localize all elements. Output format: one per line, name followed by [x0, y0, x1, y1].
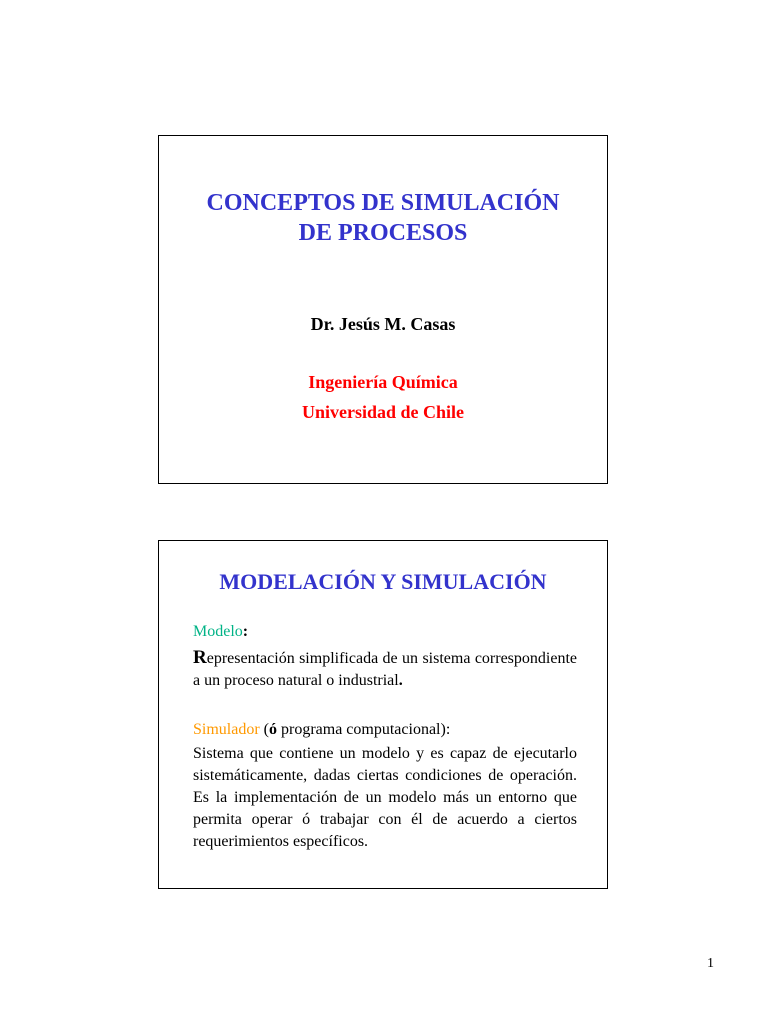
modelo-term — [193, 623, 248, 641]
slide-title — [158, 135, 608, 484]
slide-title-heading — [159, 188, 607, 248]
slide-heading: MODELACIÓN Y SIMULACIÓN — [219, 569, 547, 594]
simulador-rest: programa computacional): — [277, 721, 451, 738]
modelo-label: Modelo — [193, 623, 243, 640]
simulador-o: ó — [269, 721, 277, 738]
modelo-colon: : — [242, 623, 249, 640]
modelo-period: . — [398, 672, 403, 689]
page-number: 1 — [707, 956, 714, 971]
simulador-term — [193, 721, 450, 739]
slide-modelacion — [158, 540, 608, 889]
simulador-definition: Sistema que contiene un modelo y es capaz de ejecutarlo sistemáticamente, dadas ciertas condiciones de operación. Es la implementación de un modelo más un entorno que permita operar ó trabajar con él de acuerdo a ciertos requerimientos específicos. — [193, 745, 577, 850]
modelo-text: epresentación simplificada de un sistema correspondiente a un proceso natural o industrial — [193, 650, 577, 689]
modelo-definition — [193, 647, 577, 692]
department: Ingeniería Química — [308, 372, 458, 392]
author-name: Dr. Jesús M. Casas — [310, 314, 456, 334]
title-line-2: DE PROCESOS — [298, 220, 468, 246]
modelo-drop-letter: R — [193, 647, 207, 668]
title-line-1: CONCEPTOS DE SIMULACIÓN — [206, 190, 560, 216]
university: Universidad de Chile — [301, 402, 465, 422]
simulador-label: Simulador — [193, 721, 260, 738]
simulador-paren: ( — [259, 721, 269, 738]
